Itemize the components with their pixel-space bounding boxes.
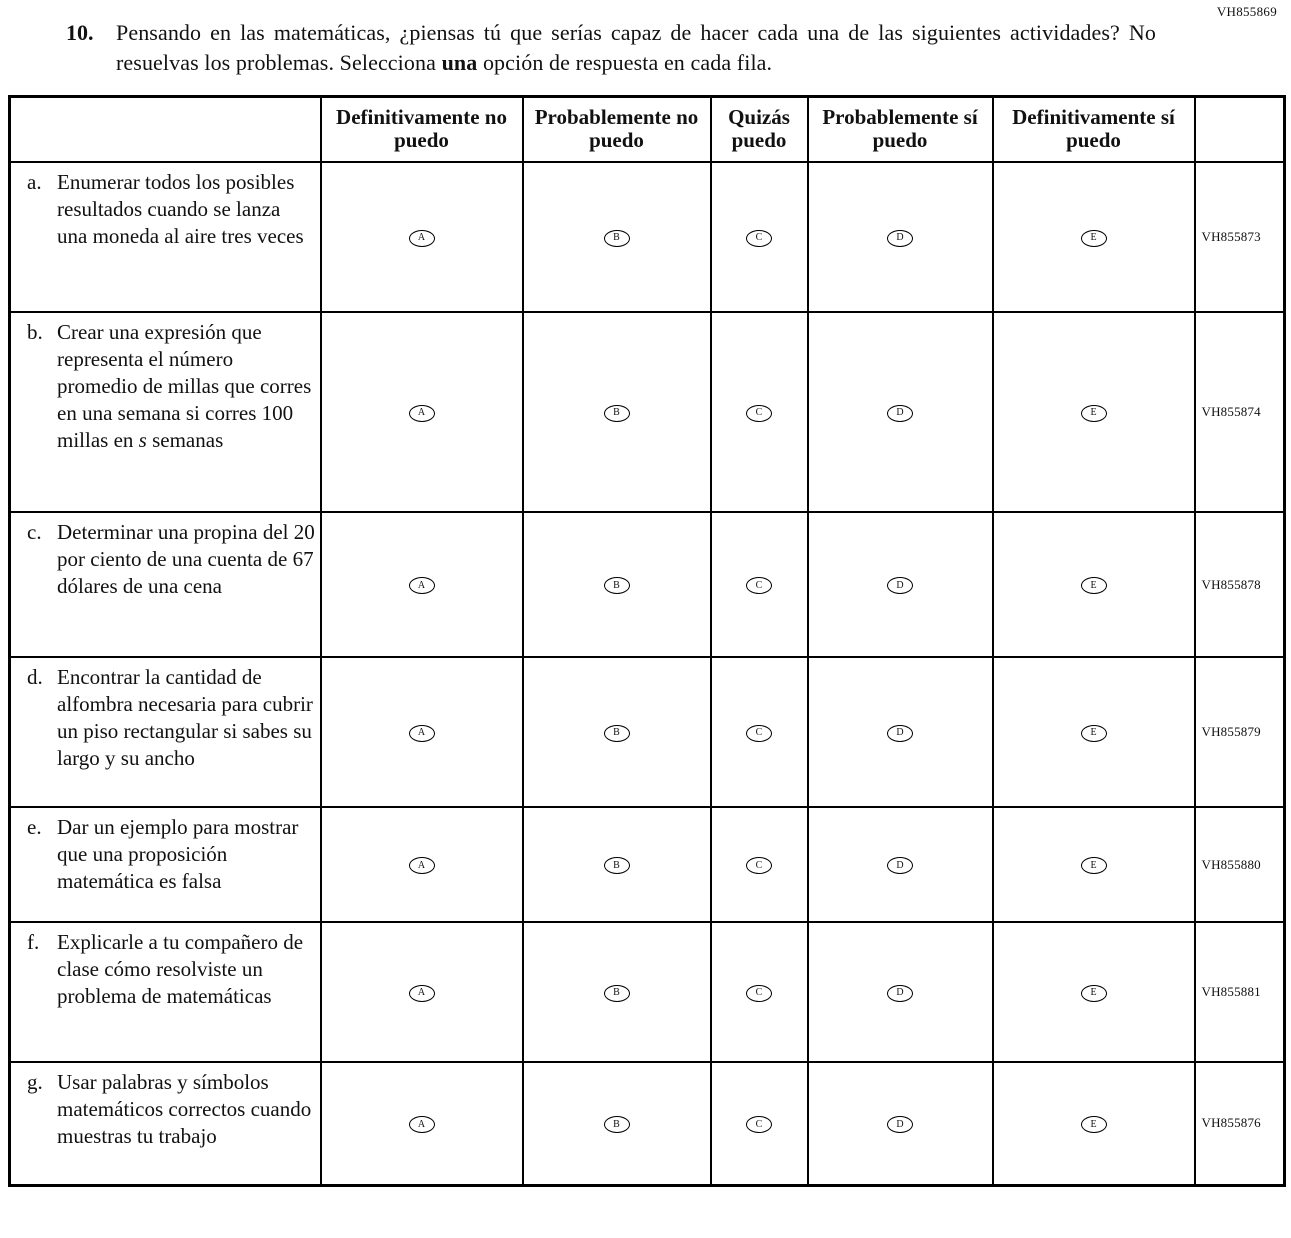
option-bubble-c[interactable]: C bbox=[746, 577, 772, 594]
item-code: VH855878 bbox=[1195, 512, 1285, 657]
option-bubble-d[interactable]: D bbox=[887, 1116, 913, 1133]
option-cell bbox=[993, 657, 1195, 807]
option-cell bbox=[711, 657, 808, 807]
option-cell bbox=[711, 162, 808, 312]
option-cell bbox=[523, 1062, 711, 1185]
table-row-e bbox=[10, 807, 1285, 922]
option-cell bbox=[321, 657, 523, 807]
option-bubble-d[interactable]: D bbox=[887, 577, 913, 594]
option-bubble-a[interactable]: A bbox=[409, 985, 435, 1002]
question-block bbox=[66, 18, 1156, 79]
option-cell bbox=[808, 922, 993, 1062]
question-number: 10. bbox=[66, 20, 94, 45]
option-cell bbox=[993, 312, 1195, 512]
option-cell bbox=[523, 807, 711, 922]
option-cell bbox=[523, 162, 711, 312]
option-cell bbox=[993, 162, 1195, 312]
option-bubble-a[interactable]: A bbox=[409, 725, 435, 742]
activity-text bbox=[57, 169, 316, 250]
option-cell bbox=[711, 512, 808, 657]
option-bubble-b[interactable]: B bbox=[604, 985, 630, 1002]
activity-cell bbox=[10, 512, 321, 657]
option-cell bbox=[993, 512, 1195, 657]
option-bubble-d[interactable]: D bbox=[887, 230, 913, 247]
activity-text-part: Dar un ejemplo para mostrar que una proposición matemática es falsa bbox=[57, 815, 299, 893]
activity-text bbox=[57, 1069, 316, 1150]
response-matrix bbox=[8, 95, 1286, 1187]
row-letter: b. bbox=[27, 320, 43, 345]
header-row bbox=[10, 96, 1285, 162]
option-bubble-a[interactable]: A bbox=[409, 1116, 435, 1133]
option-cell bbox=[321, 512, 523, 657]
option-bubble-d[interactable]: D bbox=[887, 857, 913, 874]
table-row-a bbox=[10, 162, 1285, 312]
option-cell bbox=[711, 312, 808, 512]
option-bubble-e[interactable]: E bbox=[1081, 1116, 1107, 1133]
option-cell bbox=[711, 922, 808, 1062]
option-bubble-e[interactable]: E bbox=[1081, 985, 1107, 1002]
option-cell bbox=[808, 312, 993, 512]
option-bubble-c[interactable]: C bbox=[746, 1116, 772, 1133]
option-cell bbox=[321, 162, 523, 312]
item-code: VH855881 bbox=[1195, 922, 1285, 1062]
activity-cell bbox=[10, 657, 321, 807]
column-header-probably-cannot: Probablemente no puedo bbox=[523, 96, 711, 162]
option-bubble-b[interactable]: B bbox=[604, 725, 630, 742]
option-cell bbox=[808, 657, 993, 807]
column-header-probably-can: Probablemente sí puedo bbox=[808, 96, 993, 162]
option-bubble-e[interactable]: E bbox=[1081, 405, 1107, 422]
option-cell bbox=[993, 922, 1195, 1062]
option-bubble-e[interactable]: E bbox=[1081, 577, 1107, 594]
row-letter: f. bbox=[27, 930, 40, 955]
activity-text bbox=[57, 929, 316, 1010]
option-cell bbox=[523, 512, 711, 657]
option-bubble-b[interactable]: B bbox=[604, 1116, 630, 1133]
option-cell bbox=[808, 1062, 993, 1185]
option-bubble-c[interactable]: C bbox=[746, 230, 772, 247]
option-bubble-e[interactable]: E bbox=[1081, 725, 1107, 742]
option-bubble-e[interactable]: E bbox=[1081, 857, 1107, 874]
option-bubble-d[interactable]: D bbox=[887, 725, 913, 742]
option-bubble-b[interactable]: B bbox=[604, 857, 630, 874]
column-header-definitely-cannot: Definitivamente no puedo bbox=[321, 96, 523, 162]
option-bubble-a[interactable]: A bbox=[409, 577, 435, 594]
table-row-d bbox=[10, 657, 1285, 807]
item-code: VH855880 bbox=[1195, 807, 1285, 922]
activity-cell bbox=[10, 922, 321, 1062]
option-bubble-b[interactable]: B bbox=[604, 405, 630, 422]
activity-text-part: Encontrar la cantidad de alfombra necesaria para cubrir un piso rectangular si sabes su largo y su ancho bbox=[57, 665, 313, 770]
option-bubble-a[interactable]: A bbox=[409, 405, 435, 422]
option-cell bbox=[993, 1062, 1195, 1185]
option-bubble-a[interactable]: A bbox=[409, 230, 435, 247]
activity-cell bbox=[10, 807, 321, 922]
activity-text bbox=[57, 519, 316, 600]
option-cell bbox=[321, 922, 523, 1062]
activity-text-part: Determinar una propina del 20 por ciento de una cuenta de 67 dólares de una cena bbox=[57, 520, 315, 598]
activity-text-part: Explicarle a tu compañero de clase cómo resolviste un problema de matemáticas bbox=[57, 930, 304, 1008]
row-letter: a. bbox=[27, 170, 42, 195]
activity-text-part: semanas bbox=[146, 427, 224, 452]
option-cell bbox=[808, 162, 993, 312]
option-cell bbox=[808, 512, 993, 657]
option-bubble-d[interactable]: D bbox=[887, 985, 913, 1002]
activity-text bbox=[57, 319, 316, 453]
activity-text-italic: s bbox=[138, 427, 147, 452]
option-bubble-c[interactable]: C bbox=[746, 985, 772, 1002]
activity-cell bbox=[10, 162, 321, 312]
option-cell bbox=[523, 312, 711, 512]
option-cell bbox=[711, 1062, 808, 1185]
item-code: VH855874 bbox=[1195, 312, 1285, 512]
table-row-f bbox=[10, 922, 1285, 1062]
activity-text-part: Enumerar todos los posibles resultados cuando se lanza una moneda al aire tres veces bbox=[57, 170, 304, 248]
column-header-maybe-can: Quizás puedo bbox=[711, 96, 808, 162]
question-text-part: opción de respuesta en cada fila. bbox=[477, 50, 773, 76]
option-bubble-a[interactable]: A bbox=[409, 857, 435, 874]
option-bubble-b[interactable]: B bbox=[604, 577, 630, 594]
item-code: VH855873 bbox=[1195, 162, 1285, 312]
option-bubble-c[interactable]: C bbox=[746, 725, 772, 742]
header-blank-code bbox=[1195, 96, 1285, 162]
table-row-b bbox=[10, 312, 1285, 512]
column-header-definitely-can: Definitivamente sí puedo bbox=[993, 96, 1195, 162]
option-cell bbox=[321, 1062, 523, 1185]
option-cell bbox=[321, 312, 523, 512]
question-text bbox=[116, 18, 1156, 79]
table-row-c bbox=[10, 512, 1285, 657]
table-row-g bbox=[10, 1062, 1285, 1185]
activity-text bbox=[57, 664, 316, 772]
option-bubble-c[interactable]: C bbox=[746, 857, 772, 874]
option-cell bbox=[321, 807, 523, 922]
form-code: VH855869 bbox=[1216, 4, 1277, 19]
activity-text-part: Crear una expresión que representa el número promedio de millas que corres en una semana si corres 100 millas en bbox=[57, 320, 312, 452]
option-cell bbox=[993, 807, 1195, 922]
activity-text bbox=[57, 814, 316, 895]
option-cell bbox=[523, 922, 711, 1062]
row-letter: c. bbox=[27, 520, 42, 545]
row-letter: d. bbox=[27, 665, 43, 690]
option-cell bbox=[808, 807, 993, 922]
option-bubble-e[interactable]: E bbox=[1081, 230, 1107, 247]
activity-text-part: Usar palabras y símbolos matemáticos correctos cuando muestras tu trabajo bbox=[57, 1070, 312, 1148]
option-bubble-b[interactable]: B bbox=[604, 230, 630, 247]
option-bubble-d[interactable]: D bbox=[887, 405, 913, 422]
header-blank bbox=[10, 96, 321, 162]
option-bubble-c[interactable]: C bbox=[746, 405, 772, 422]
question-text-part: Pensando en las matemáticas, ¿piensas tú que serías capaz de hacer cada una de las siguientes actividades? No resuelvas los problemas. Selecciona bbox=[116, 20, 1156, 76]
activity-cell bbox=[10, 1062, 321, 1185]
question-text-bold: una bbox=[441, 50, 478, 76]
item-code: VH855879 bbox=[1195, 657, 1285, 807]
activity-cell bbox=[10, 312, 321, 512]
row-letter: e. bbox=[27, 815, 42, 840]
item-code: VH855876 bbox=[1195, 1062, 1285, 1185]
option-cell bbox=[523, 657, 711, 807]
row-letter: g. bbox=[27, 1070, 43, 1095]
option-cell bbox=[711, 807, 808, 922]
